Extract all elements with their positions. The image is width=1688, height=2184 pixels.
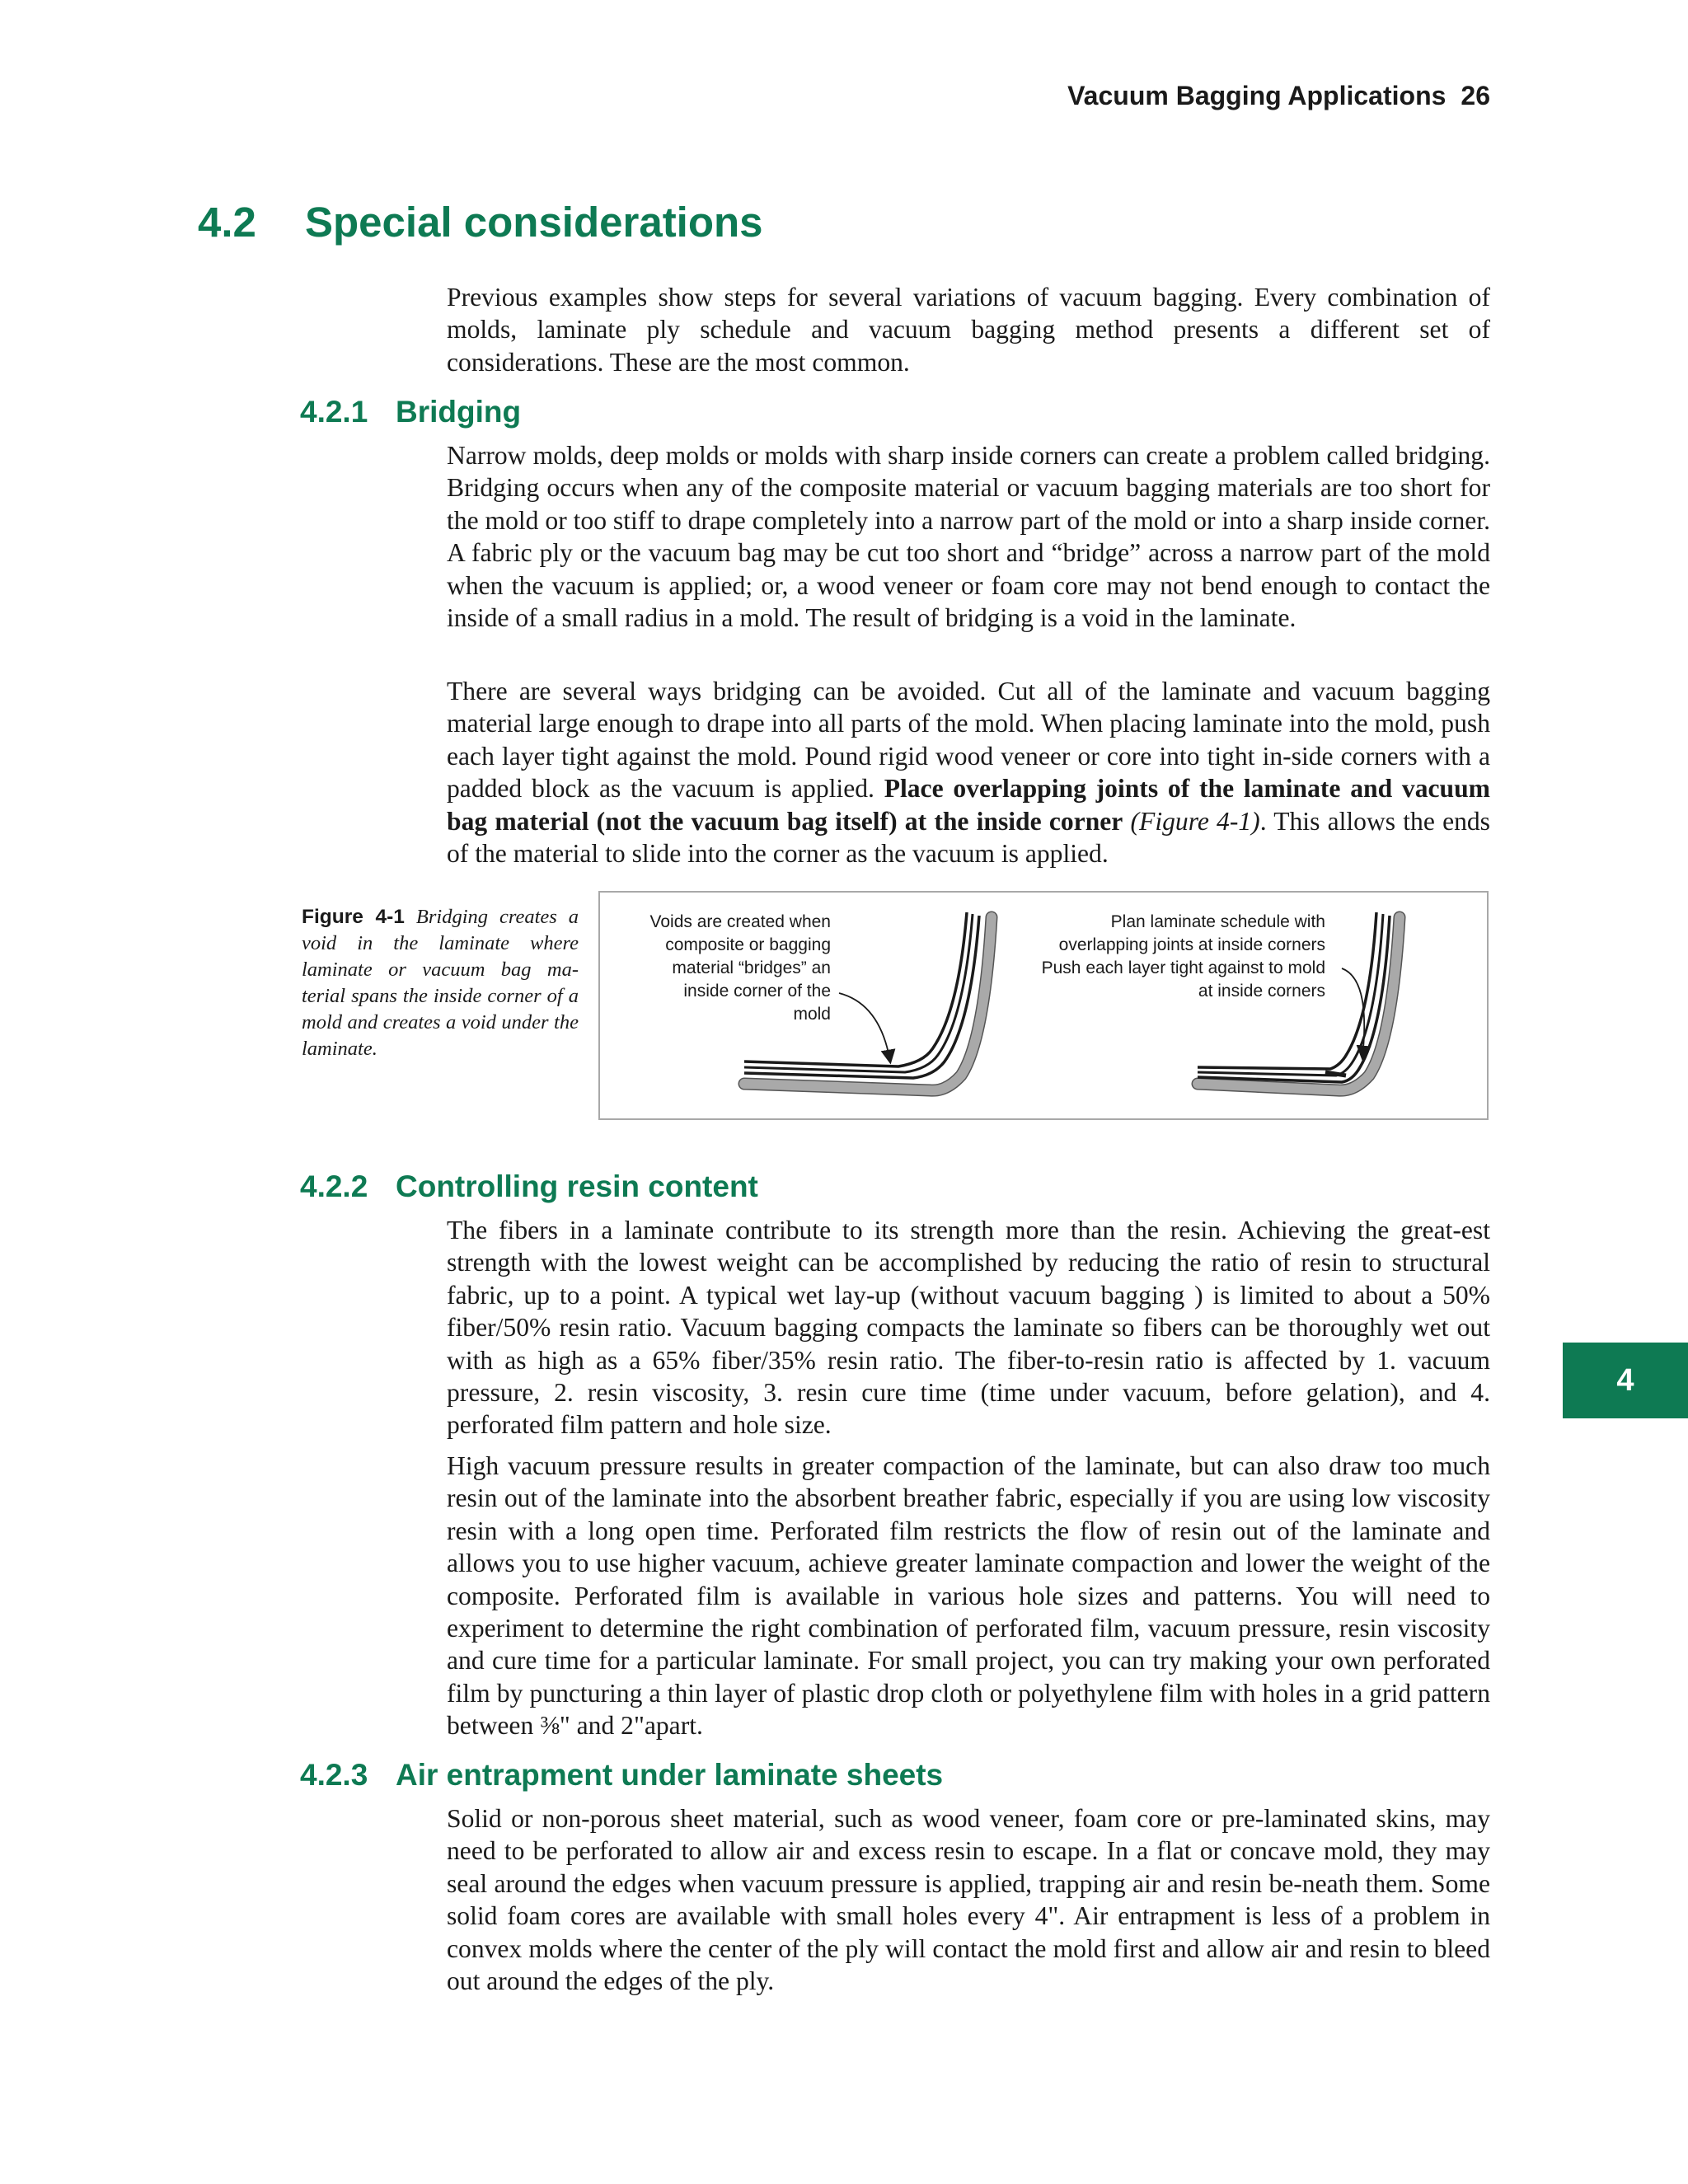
subsection-title: Controlling resin content — [396, 1169, 758, 1203]
chapter-tab: 4 — [1563, 1343, 1688, 1418]
section-title-text: Special considerations — [305, 199, 763, 246]
bridging-paragraph-2 — [447, 675, 1490, 869]
subsection-number: 4.2.3 — [300, 1758, 368, 1792]
figure-4-1 — [598, 891, 1489, 1120]
note-line: composite or bagging — [665, 935, 831, 954]
bridging-p2-bold: Place overlapping joints of the laminate and vacuum bag material (not the vacuum bag itself) at the inside corner — [447, 774, 1490, 836]
subsection-number: 4.2.1 — [300, 395, 368, 429]
resin-paragraph-1: The fibers in a laminate contribute to its strength more than the resin. Achieving the great-est strength with the lowest weight can be accomplished by reducing the ratio of resin to structural fabric, up to a point. A typical wet lay-up (without vacuum bagging ) is limited to about a 50% fiber/50% resin ratio. Vacuum bagging compacts the laminate so fibers can be thoroughly wet out with as high as a 65% fiber/35% resin ratio. The fiber-to-resin ratio is affected by 1. vacuum pressure, 2. resin viscosity, 3. resin cure time (time under vacuum, before gelation), and 4. perforated film pattern and hole size. — [447, 1216, 1490, 1440]
resin-paragraph-2: High vacuum pressure results in greater compaction of the laminate, but can also draw too much resin out of the laminate into the absorbent breather fabric, especially if you are using low viscosity resin with a long open time. Perforated film restricts the flow of resin out of the laminate and allows you to use higher vacuum, achieve greater laminate compaction and lower the weight of the composite. Perforated film is available in various hole sizes and patterns. You will need to experiment to determine the right combination of perforated film, vacuum pressure, resin viscosity and cure time for a particular laminate. For small project, you can try making your own perforated film by puncturing a thin layer of plastic drop cloth or polyethylene film with holes in a grid pattern between ⅜" and 2"apart. — [447, 1451, 1490, 1741]
subsection-bridging-heading — [300, 395, 521, 429]
page-number: 26 — [1461, 81, 1490, 110]
bridging-p2-end: . This allows the ends of the material to slide into the corner as the vacuum is applied. — [447, 806, 1490, 869]
section-title — [198, 198, 763, 246]
bridging-p2-start: There are several ways bridging can be avoided. Cut all of the laminate and vacuum bagging material large enough to drape into all parts of the mold. When placing laminate into the mold, push each layer tight against the mold. Pound rigid wood veneer or core into tight in-side corners with a padded block as the vacuum is applied. — [447, 677, 1490, 804]
left-arrow — [839, 993, 890, 1062]
subsection-title: Air entrapment under laminate sheets — [396, 1758, 944, 1792]
bridging-paragraph-1: Narrow molds, deep molds or molds with sharp inside corners can create a problem called bridging. Bridging occurs when any of the composite material or vacuum bagging materials are too short for the mold or too stiff to drape completely into a narrow part of the mold or into a sharp inside corner. A fabric ply or the vacuum bag may be cut too short and “bridge” across a narrow part of the mold when the vacuum is applied; or, a wood veneer or foam core may not bend enough to contact the inside of a small radius in a mold. The result of bridging is a void in the laminate. — [447, 441, 1490, 633]
subsection-number: 4.2.2 — [300, 1169, 368, 1203]
running-title: Vacuum Bagging Applications — [1067, 81, 1447, 110]
note-line: at inside corners — [1198, 982, 1325, 1001]
running-head — [1067, 81, 1490, 111]
subsection-resin-heading — [300, 1169, 758, 1204]
note-line: Voids are created when — [649, 912, 831, 931]
note-line: Plan laminate schedule with — [1110, 912, 1325, 931]
note-line: mold — [793, 1005, 831, 1024]
air-paragraph-1: Solid or non-porous sheet material, such as wood veneer, foam core or pre-laminated skins, may need to be perforated to allow air and excess resin to escape. In a flat or concave mold, they may seal around the edges when vacuum pressure is applied, trapping air and resin be-neath them. Some solid foam cores are available with small holes every 4". Air entrapment is less of a problem in convex molds where the center of the ply will contact the mold first and allow air and resin to bleed out around the edges of the ply. — [447, 1804, 1490, 1996]
left-figure-note — [650, 911, 831, 1026]
note-line: Push each layer tight against to mold — [1041, 958, 1325, 977]
subsection-title: Bridging — [396, 395, 522, 429]
figure-label: Figure 4-1 — [302, 906, 405, 928]
intro-paragraph: Previous examples show steps for several variations of vacuum bagging. Every combination of molds, laminate ply schedule and vacuum bagging method presents a different set of considerations. These are the most common. — [447, 283, 1490, 377]
figure-caption — [302, 904, 579, 1062]
figure-caption-text: Bridging creates a void in the laminate where laminate or vacuum bag ma-terial spans the inside corner of a mold and creates a void under the laminate. — [302, 906, 579, 1060]
subsection-air-heading — [300, 1758, 943, 1793]
note-line: overlapping joints at inside corners — [1058, 935, 1325, 954]
section-number: 4.2 — [198, 199, 256, 246]
note-line: material “bridges” an — [672, 958, 831, 977]
right-figure-note — [1042, 911, 1325, 1003]
note-line: inside corner of the — [683, 982, 831, 1001]
figure-reference: (Figure 4-1) — [1123, 806, 1260, 836]
